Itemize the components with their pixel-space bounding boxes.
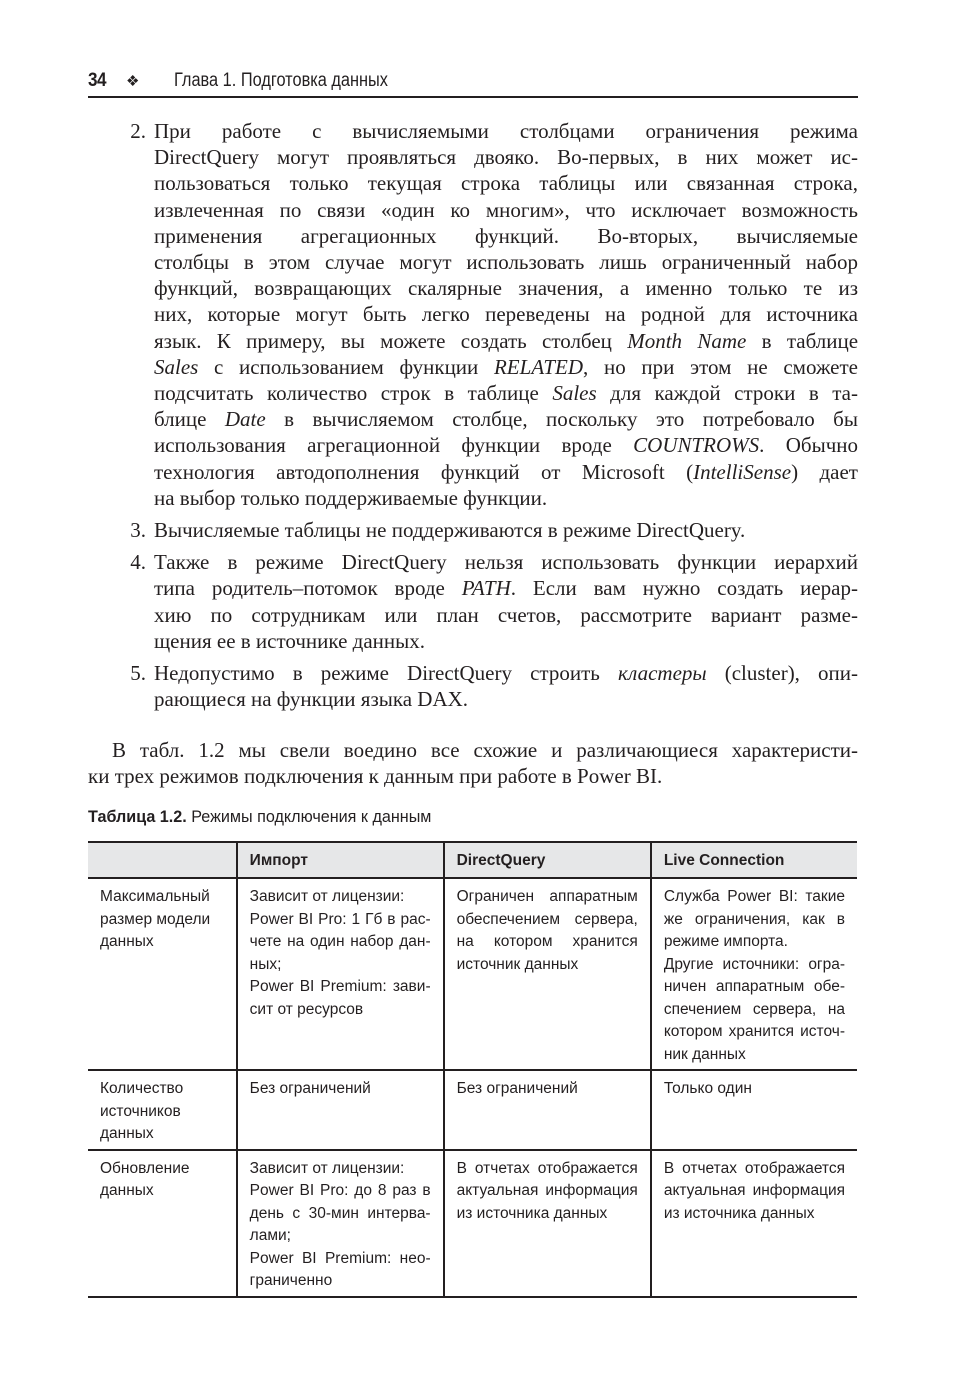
cell-line: обеспечением сервера, bbox=[456, 910, 638, 928]
table-cell bbox=[237, 1150, 444, 1297]
italic-term: кластеры bbox=[617, 661, 707, 686]
cell-line: спечением сервера, на bbox=[663, 1000, 845, 1018]
cell-line: данных bbox=[100, 1182, 154, 1199]
text-line: В табл. 1.2 мы свели воедино все схожие и различающиеся характеристи- bbox=[112, 738, 858, 762]
text-line: Вычисляемые таблицы не поддерживаются в режиме DirectQuery. bbox=[154, 518, 746, 543]
cell-line: же ограничения, как в bbox=[663, 910, 845, 928]
list-item-number: 2. bbox=[130, 119, 146, 143]
header-cell-live-connection: Live Connection bbox=[651, 842, 857, 878]
four-diamond-icon: ❖ bbox=[126, 73, 140, 90]
text-line: щения ее в источнике данных. bbox=[154, 628, 425, 653]
cell-line: ничен аппаратным обе- bbox=[663, 978, 845, 995]
table-intro-paragraph bbox=[88, 737, 858, 789]
table-cell bbox=[444, 878, 651, 1070]
italic-term: Sales bbox=[154, 354, 199, 379]
text-line: столбцы в этом случае могут использовать лишь ограниченный набор bbox=[154, 250, 858, 275]
cell-line: Зависит от лицензии: bbox=[249, 888, 405, 905]
numbered-list bbox=[88, 118, 858, 718]
cell-line: чете на один набор дан- bbox=[249, 933, 431, 950]
table-caption bbox=[88, 807, 431, 827]
page-number: 34 bbox=[88, 70, 107, 91]
text-line: блице Date в вычисляемом столбце, поскольку это потребовало бы bbox=[154, 407, 858, 432]
cell-line: Только один bbox=[663, 1080, 752, 1097]
text-line: технология автодополнения функций от Microsoft (IntelliSense) дает bbox=[154, 459, 858, 484]
cell-line: Служба Power BI: такие bbox=[663, 888, 845, 905]
cell-line: Максимальный bbox=[100, 888, 210, 905]
header-cell-import: Импорт bbox=[237, 842, 444, 878]
italic-term: Month Name bbox=[627, 328, 747, 353]
cell-line: день с 30-мин интерва- bbox=[249, 1204, 431, 1222]
table-cell bbox=[651, 878, 857, 1070]
text-line: хию по сотрудникам или план счетов, рассмотрите вариант разме- bbox=[154, 602, 858, 627]
text-line: Sales с использованием функции RELATED, но при этом не сможете bbox=[154, 354, 859, 379]
cell-line: Количество bbox=[100, 1080, 184, 1097]
cell-line: граниченно bbox=[249, 1272, 333, 1289]
cell-line: Другие источники: огра- bbox=[663, 955, 845, 973]
cell-line: Power BI Pro: 1 Гб в рас- bbox=[249, 910, 431, 928]
text-line: использования агрегационной функции вроде COUNTROWS. Обычно bbox=[154, 433, 859, 458]
text-line: на выбор только поддерживаемые функции. bbox=[154, 485, 548, 510]
header-cell-empty bbox=[88, 842, 237, 878]
cell-line: Power BI Premium: зави- bbox=[249, 978, 431, 995]
list-item-text bbox=[154, 549, 858, 654]
italic-term: PATH bbox=[461, 576, 511, 601]
cell-line: из источника данных bbox=[663, 1204, 815, 1222]
text-line: язык. К примеру, вы можете создать столбец Month Name в таблице bbox=[154, 328, 859, 353]
table-cell bbox=[651, 1070, 857, 1150]
cell-line: режиме импорта. bbox=[663, 933, 788, 950]
list-item-text bbox=[154, 660, 858, 712]
table-caption-text: Режимы подключения к данным bbox=[186, 807, 432, 826]
table-cell bbox=[237, 878, 444, 1070]
cell-line: Без ограничений bbox=[456, 1080, 578, 1097]
cell-line: ник данных bbox=[663, 1045, 746, 1063]
italic-term: IntelliSense bbox=[693, 459, 792, 484]
list-item-number: 4. bbox=[130, 550, 146, 575]
row-label bbox=[88, 878, 237, 1070]
italic-term: Date bbox=[224, 407, 266, 432]
cell-line: Ограничен аппаратным bbox=[456, 888, 638, 905]
list-item-text bbox=[154, 118, 858, 511]
row-label bbox=[88, 1070, 237, 1150]
italic-term: RELATED bbox=[493, 354, 584, 379]
table-row-data-refresh bbox=[88, 1150, 857, 1297]
table-row-max-model-size bbox=[88, 878, 857, 1070]
cell-line: данных bbox=[100, 1125, 154, 1142]
text-line: применения агрегационных функций. Во-вторых, вычисляемые bbox=[154, 223, 858, 248]
table-header-row bbox=[88, 842, 857, 878]
table-caption-label: Таблица 1.2. bbox=[88, 807, 187, 826]
text-line: типа родитель–потомок вроде PATH. Если вам нужно создать иерар- bbox=[154, 576, 858, 601]
cell-line: ных; bbox=[249, 955, 282, 973]
cell-line: актуальная информация bbox=[456, 1182, 638, 1199]
text-line: При работе с вычисляемыми столбцами ограничения режима bbox=[154, 119, 858, 143]
cell-line: котором хранится источ- bbox=[663, 1023, 845, 1040]
table-cell bbox=[651, 1150, 857, 1297]
list-item bbox=[88, 660, 858, 712]
list-item-text bbox=[154, 517, 858, 543]
text-line: DirectQuery могут проявляться двояко. Во-первых, в них может ис- bbox=[154, 145, 858, 170]
table-row-data-source-count bbox=[88, 1070, 857, 1150]
list-item bbox=[88, 118, 858, 511]
text-line: извлеченная по связи «один ко многим», что исключает возможность bbox=[154, 197, 858, 222]
cell-line: Без ограничений bbox=[249, 1080, 371, 1097]
list-item bbox=[88, 517, 858, 543]
text-line: подсчитать количество строк в таблице Sales для каждой строки в та- bbox=[154, 381, 858, 406]
connection-modes-table bbox=[88, 841, 857, 1298]
text-line: пользоваться только текущая строка таблицы или связанная строка, bbox=[154, 171, 858, 196]
table-cell bbox=[444, 1150, 651, 1297]
cell-line: источник данных bbox=[456, 955, 579, 973]
table-cell bbox=[237, 1070, 444, 1150]
text-line: Также в режиме DirectQuery нельзя использовать функции иерархий bbox=[154, 550, 858, 575]
cell-line: из источника данных bbox=[456, 1204, 608, 1222]
cell-line: В отчетах отображается bbox=[456, 1159, 638, 1177]
cell-line: Power BI Pro: до 8 раз в bbox=[249, 1182, 431, 1199]
list-item-number: 3. bbox=[130, 518, 146, 543]
cell-line: Зависит от лицензии: bbox=[249, 1159, 405, 1177]
text-line: функций, возвращающих скалярные значения, а именно только те из bbox=[154, 276, 858, 301]
cell-line: лами; bbox=[249, 1227, 291, 1244]
italic-term: COUNTROWS bbox=[633, 433, 760, 458]
cell-line: Power BI Premium: нео- bbox=[249, 1249, 431, 1267]
cell-line: актуальная информация bbox=[663, 1182, 845, 1199]
text-line: Недопустимо в режиме DirectQuery строить кластеры (cluster), опи- bbox=[154, 661, 858, 686]
cell-line: размер модели bbox=[100, 910, 211, 928]
chapter-title: Глава 1. Подготовка данных bbox=[174, 70, 388, 91]
text-line: ки трех режимов подключения к данным при работе в Power BI. bbox=[88, 764, 663, 789]
cell-line: Обновление bbox=[100, 1159, 190, 1177]
italic-term: Sales bbox=[552, 381, 597, 406]
table-cell bbox=[444, 1070, 651, 1150]
list-item-number: 5. bbox=[130, 661, 146, 686]
cell-line: источников bbox=[100, 1102, 181, 1120]
text-line: рающиеся на функции языка DAX. bbox=[154, 687, 469, 712]
header-cell-directquery: DirectQuery bbox=[444, 842, 651, 878]
cell-line: сит от ресурсов bbox=[249, 1000, 364, 1018]
cell-line: данных bbox=[100, 933, 154, 950]
cell-line: на котором хранится bbox=[456, 933, 638, 950]
row-label bbox=[88, 1150, 237, 1297]
text-line: них, которые могут быть легко переведены на родной для источника bbox=[154, 302, 858, 327]
page-header bbox=[88, 66, 858, 98]
cell-line: В отчетах отображается bbox=[663, 1159, 845, 1177]
list-item bbox=[88, 549, 858, 654]
